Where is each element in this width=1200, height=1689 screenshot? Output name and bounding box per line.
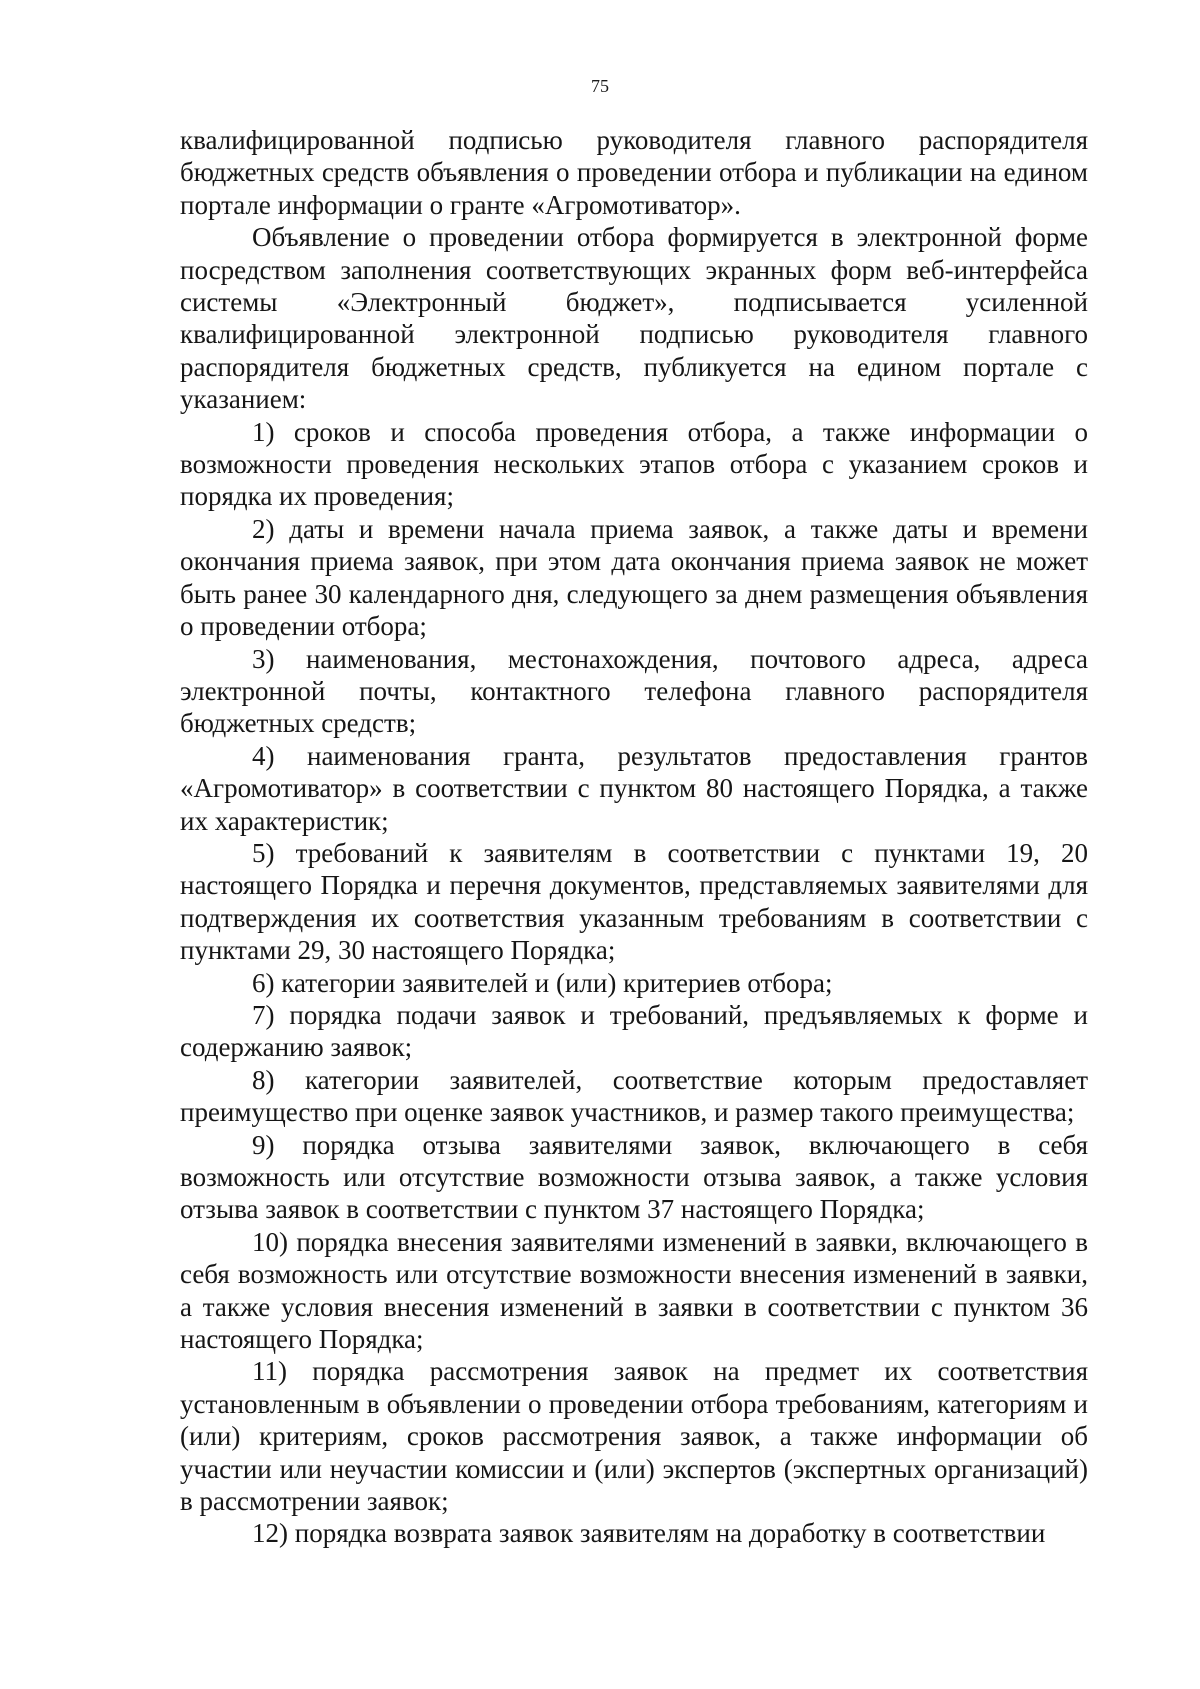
list-item-6: 6) категории заявителей и (или) критериев отбора; bbox=[252, 967, 833, 998]
page-number: 75 bbox=[591, 76, 609, 96]
list-item-10: 10) порядка внесения заявителями изменений в заявки, включающего в себя возможность или отсутствие возможности внесения изменений в заявки, а также условия внесения изменений в заявки в соответствии с пунктом 36 настоящего Порядка; bbox=[180, 1226, 1088, 1355]
list-item-7: 7) порядка подачи заявок и требований, предъявляемых к форме и содержанию заявок; bbox=[180, 999, 1088, 1063]
list-item-11: 11) порядка рассмотрения заявок на предмет их соответствия установленным в объявлении о проведении отбора требованиям, категориям и (или) критериям, сроков рассмотрения заявок, а также информации об участии или неучастии комиссии и (или) экспертов (экспертных организаций) в рассмотрении заявок; bbox=[180, 1356, 1088, 1517]
list-item-8: 8) категории заявителей, соответствие которым предоставляет преимущество при оценке заявок участников, и размер такого преимущества; bbox=[180, 1064, 1088, 1128]
document-body bbox=[180, 124, 1088, 1550]
list-item-9: 9) порядка отзыва заявителями заявок, включающего в себя возможность или отсутствие возможности отзыва заявок, а также условия отзыва заявок в соответствии с пунктом 37 настоящего Порядка; bbox=[180, 1129, 1088, 1225]
list-item-2: 2) даты и времени начала приема заявок, а также даты и времени окончания приема заявок, при этом дата окончания приема заявок не может быть ранее 30 календарного дня, следующего за днем размещения объявления о проведении отбора; bbox=[180, 513, 1088, 642]
paragraph-announcement: Объявление о проведении отбора формируется в электронной форме посредством заполнения соответствующих экранных форм веб-интерфейса системы «Электронный бюджет», подписывается усиленной квалифицированной электронной подписью руководителя главного распорядителя бюджетных средств, публикуется на едином портале с указанием: bbox=[180, 222, 1088, 415]
list-item-5: 5) требований к заявителям в соответствии с пунктами 19, 20 настоящего Порядка и перечня документов, представляемых заявителями для подтверждения их соответствия указанным требованиям в соответствии с пунктами 29, 30 настоящего Порядка; bbox=[180, 837, 1088, 966]
list-item-1: 1) сроков и способа проведения отбора, а также информации о возможности проведения нескольких этапов отбора с указанием сроков и порядка их проведения; bbox=[180, 416, 1088, 512]
list-item-12: 12) порядка возврата заявок заявителям на доработку в соответствии bbox=[252, 1518, 1046, 1549]
list-item-4: 4) наименования гранта, результатов предоставления грантов «Агромотиватор» в соответствии с пунктом 80 настоящего Порядка, а также их характеристик; bbox=[180, 740, 1088, 836]
list-item-3: 3) наименования, местонахождения, почтового адреса, адреса электронной почты, контактного телефона главного распорядителя бюджетных средств; bbox=[180, 643, 1088, 739]
paragraph-continuation: квалифицированной подписью руководителя главного распорядителя бюджетных средств объявления о проведении отбора и публикации на едином портале информации о гранте «Агромотиватор». bbox=[180, 125, 1088, 220]
